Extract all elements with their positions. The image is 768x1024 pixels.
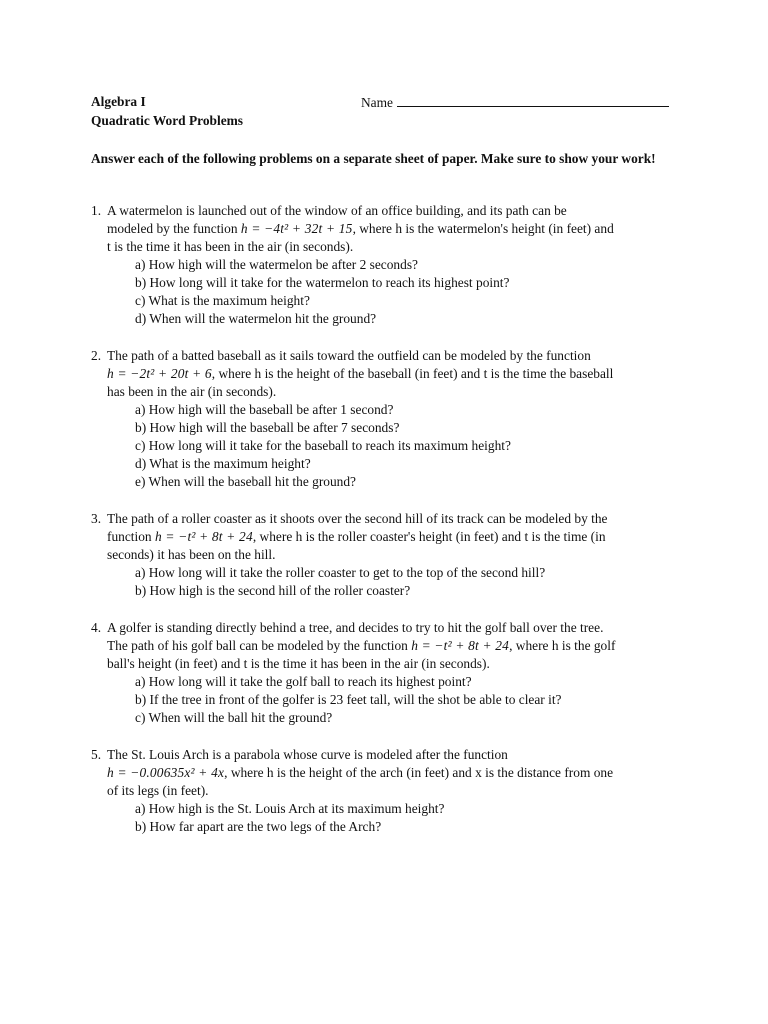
- problem-text-line: function: [107, 529, 152, 544]
- function-equation: h = −4t² + 32t + 15: [240, 221, 353, 236]
- function-equation: h = −0.00635x² + 4x: [107, 765, 225, 780]
- problem-3: [91, 510, 681, 600]
- question-item: a) How high will the watermelon be after 2 seconds?: [135, 257, 418, 272]
- problem-text-line: modeled by the function: [107, 221, 238, 236]
- question-list: [91, 256, 681, 328]
- question-item: c) When will the ball hit the ground?: [135, 710, 333, 725]
- problem-text-line: of its legs (in feet).: [107, 783, 209, 798]
- question-item: a) How high is the St. Louis Arch at its maximum height?: [135, 801, 445, 816]
- problem-number: 5.: [91, 747, 102, 762]
- function-equation: h = −t² + 8t + 24: [154, 529, 253, 544]
- problem-number: 1.: [91, 203, 102, 218]
- question-item: b) How long will it take for the watermelon to reach its highest point?: [135, 275, 510, 290]
- question-item: b) How high is the second hill of the roller coaster?: [135, 583, 411, 598]
- question-item: b) If the tree in front of the golfer is 23 feet tall, will the shot be able to clear it?: [135, 692, 562, 707]
- problem-text-line: ball's height (in feet) and t is the time it has been in the air (in seconds).: [107, 656, 490, 671]
- problem-text-line: A golfer is standing directly behind a tree, and decides to try to hit the golf ball over the tree.: [107, 620, 604, 635]
- question-item: c) How long will it take for the baseball to reach its maximum height?: [135, 438, 511, 453]
- problem-text-line: , where h is the golf: [509, 638, 616, 653]
- problem-5: [91, 746, 681, 836]
- problem-text-line: The path of a roller coaster as it shoots over the second hill of its track can be modeled by the: [107, 511, 608, 526]
- problem-number: 3.: [91, 511, 102, 526]
- problem-number: 4.: [91, 620, 102, 635]
- question-item: d) When will the watermelon hit the ground?: [135, 311, 377, 326]
- question-list: [91, 401, 681, 491]
- problem-text-line: t is the time it has been in the air (in seconds).: [107, 239, 354, 254]
- problem-4: [91, 619, 681, 727]
- problem-1: [91, 202, 681, 328]
- question-item: b) How high will the baseball be after 7 seconds?: [135, 420, 400, 435]
- course-title: Algebra I: [91, 94, 146, 109]
- question-item: a) How long will it take the roller coaster to get to the top of the second hill?: [135, 565, 546, 580]
- problem-text-line: The path of his golf ball can be modeled by the function: [107, 638, 408, 653]
- problem-text-line: , where h is the height of the arch (in feet) and x is the distance from one: [224, 765, 614, 780]
- question-item: c) What is the maximum height?: [135, 293, 310, 308]
- question-item: e) When will the baseball hit the ground?: [135, 474, 357, 489]
- question-item: d) What is the maximum height?: [135, 456, 311, 471]
- problem-text-line: The St. Louis Arch is a parabola whose curve is modeled after the function: [107, 747, 508, 762]
- question-list: [91, 564, 681, 600]
- name-field: [361, 94, 669, 111]
- question-item: b) How far apart are the two legs of the Arch?: [135, 819, 382, 834]
- question-item: a) How high will the baseball be after 1 second?: [135, 402, 394, 417]
- problem-text-line: A watermelon is launched out of the window of an office building, and its path can be: [107, 203, 567, 218]
- problem-text-line: , where h is the watermelon's height (in feet) and: [352, 221, 614, 236]
- problem-text-line: has been in the air (in seconds).: [107, 384, 277, 399]
- function-equation: h = −2t² + 20t + 6: [107, 366, 212, 381]
- problem-text-line: , where h is the roller coaster's height (in feet) and t is the time (in: [252, 529, 606, 544]
- problem-2: [91, 347, 681, 491]
- worksheet-subtitle: Quadratic Word Problems: [91, 113, 244, 128]
- problem-text-line: The path of a batted baseball as it sails toward the outfield can be modeled by the function: [107, 348, 591, 363]
- name-label: Name: [361, 95, 393, 110]
- question-list: [91, 673, 681, 727]
- question-list: [91, 800, 681, 836]
- function-equation: h = −t² + 8t + 24: [411, 638, 510, 653]
- problem-text-line: , where h is the height of the baseball (in feet) and t is the time the baseball: [211, 366, 614, 381]
- question-item: a) How long will it take the golf ball to reach its highest point?: [135, 674, 472, 689]
- problem-text-line: seconds) it has been on the hill.: [107, 547, 276, 562]
- problem-number: 2.: [91, 348, 102, 363]
- name-blank-line: [397, 94, 669, 107]
- header-row: [91, 94, 681, 112]
- instructions: Answer each of the following problems on a separate sheet of paper. Make sure to show your work!: [91, 151, 656, 166]
